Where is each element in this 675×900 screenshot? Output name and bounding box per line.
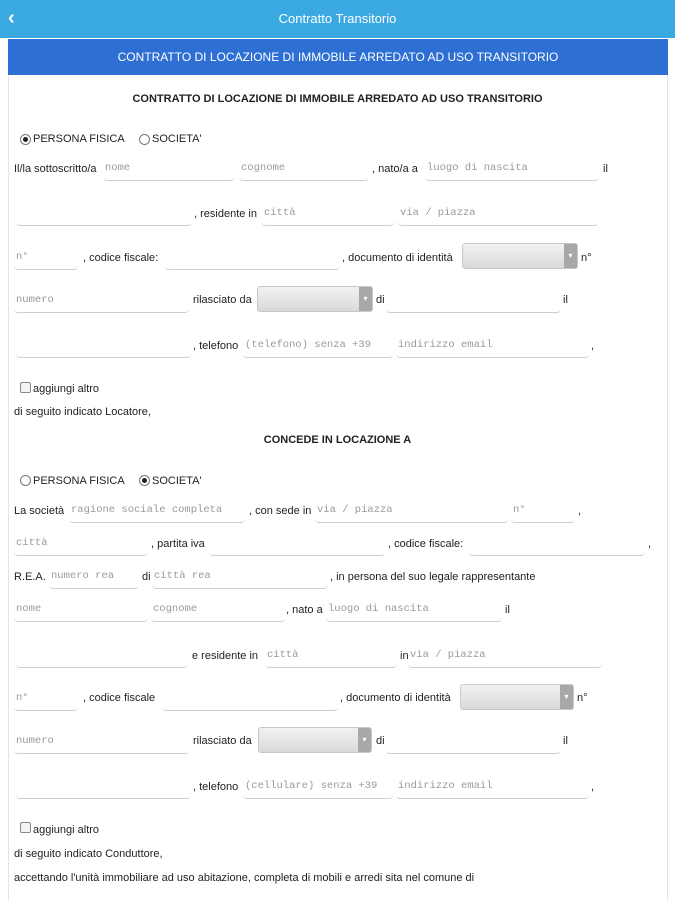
locatore-telefono-field[interactable] (243, 332, 393, 358)
label-comma-cf: , (648, 538, 652, 550)
conduttore-civico-field[interactable] (14, 685, 78, 711)
conduttore-radio-societa[interactable] (139, 475, 150, 486)
label-il: il (603, 163, 608, 175)
conduttore-ragione-sociale-field[interactable] (69, 497, 245, 523)
locatore-email-field[interactable] (396, 332, 589, 358)
conduttore-sede-civico-field[interactable] (511, 497, 575, 523)
conduttore-radio-persona-fisica[interactable] (20, 475, 31, 486)
label-il2: il (563, 294, 568, 306)
conduttore-data-rilascio-field[interactable] (16, 773, 191, 799)
conduttore-residente-via-field[interactable] (408, 642, 602, 668)
conduttore-rilasciato-select[interactable] (258, 727, 372, 753)
conduttore-rilasciato-di-field[interactable] (386, 728, 561, 754)
conduttore-aggiungi-checkbox[interactable] (20, 822, 31, 833)
locatore-radio-persona-fisica[interactable] (20, 134, 31, 145)
page-title: Contratto Transitorio (278, 11, 397, 26)
form-heading: CONTRATTO DI LOCAZIONE DI IMMOBILE ARREDATO AD USO TRANSITORIO (132, 93, 543, 105)
conduttore-data-nascita-field[interactable] (16, 642, 188, 668)
locatore-civico-field[interactable] (14, 244, 78, 270)
locatore-radio-persona-fisica-label: PERSONA FISICA (33, 133, 125, 145)
label-documento-cond: , documento di identità (340, 692, 451, 704)
label-in: in (400, 650, 409, 662)
conduttore-partita-iva-field[interactable] (209, 530, 385, 556)
locatore-data-rilascio-field[interactable] (16, 332, 191, 358)
label-rappresentante: , in persona del suo legale rappresentante (330, 571, 536, 583)
conduttore-sede-via-field[interactable] (315, 497, 508, 523)
label-comma-tel: , (591, 781, 595, 793)
conduttore-numero-documento-field[interactable] (14, 728, 189, 754)
label-n-cond: n° (577, 692, 588, 704)
accettando-text: accettando l'unità immobiliare ad uso abitazione, completa di mobili e arredi sita nel comune di (14, 872, 475, 884)
conduttore-citta-field[interactable] (14, 530, 148, 556)
locatore-rilasciato-select[interactable] (257, 286, 373, 312)
label-codice-fiscale-soc: , codice fiscale: (388, 538, 464, 550)
conduttore-documento-select[interactable] (460, 684, 574, 710)
conduttore-numero-rea-field[interactable] (49, 563, 139, 589)
label-residente: , residente in (194, 208, 257, 220)
locatore-cognome-field[interactable] (239, 155, 369, 181)
conduttore-radio-persona-fisica-label: PERSONA FISICA (33, 475, 125, 487)
locatore-data-nascita-field[interactable] (16, 200, 192, 226)
conduttore-nome-field[interactable] (14, 596, 148, 622)
label-codice-fiscale-cond: , codice fiscale (83, 692, 156, 704)
label-di-cond: di (376, 735, 385, 747)
conduttore-email-field[interactable] (396, 773, 589, 799)
label-rilasciato: rilasciato da (193, 294, 252, 306)
top-bar (0, 0, 675, 38)
label-di: di (376, 294, 385, 306)
locatore-radio-societa[interactable] (139, 134, 150, 145)
label-nato: , nato/a a (372, 163, 418, 175)
label-il-cond: il (505, 604, 510, 616)
label-rea: R.E.A. (14, 571, 46, 583)
back-chevron-icon[interactable]: ‹ (8, 7, 15, 29)
locatore-footer-text: di seguito indicato Locatore, (14, 406, 151, 418)
label-n: n° (581, 252, 592, 264)
locatore-luogo-nascita-field[interactable] (425, 155, 599, 181)
conduttore-cognome-field[interactable] (151, 596, 285, 622)
locatore-aggiungi-label: aggiungi altro (33, 383, 100, 395)
label-codice-fiscale: , codice fiscale: (83, 252, 159, 264)
label-comma-sede: , (578, 505, 582, 517)
conduttore-residente-citta-field[interactable] (265, 642, 397, 668)
label-societa: La società (14, 505, 65, 517)
dropdown-arrow-icon: ▾ (359, 287, 372, 311)
conduttore-cellulare-field[interactable] (243, 773, 393, 799)
locatore-rilasciato-di-field[interactable] (386, 287, 561, 313)
locatore-citta-field[interactable] (262, 200, 394, 226)
label-documento: , documento di identità (342, 252, 453, 264)
section-banner: CONTRATTO DI LOCAZIONE DI IMMOBILE ARREDATO AD USO TRANSITORIO (8, 39, 668, 75)
conduttore-luogo-nascita-field[interactable] (326, 596, 502, 622)
locatore-codice-fiscale-field[interactable] (165, 244, 340, 270)
label-nato-a: , nato a (286, 604, 323, 616)
dropdown-arrow-icon: ▾ (358, 728, 371, 752)
conduttore-radio-societa-label: SOCIETA' (152, 475, 202, 487)
locatore-numero-documento-field[interactable] (14, 287, 189, 313)
conduttore-aggiungi-label: aggiungi altro (33, 824, 100, 836)
label-comma: , (591, 340, 595, 352)
locatore-aggiungi-checkbox[interactable] (20, 382, 31, 393)
label-sede: , con sede in (249, 505, 312, 517)
label-di-rea: di (142, 571, 151, 583)
label-residente-cond: e residente in (192, 650, 259, 662)
concede-heading: CONCEDE IN LOCAZIONE A (263, 434, 412, 446)
locatore-nome-field[interactable] (103, 155, 234, 181)
label-partita-iva: , partita iva (151, 538, 205, 550)
locatore-documento-select[interactable] (462, 243, 578, 269)
conduttore-citta-rea-field[interactable] (152, 563, 328, 589)
dropdown-arrow-icon: ▾ (560, 685, 573, 709)
conduttore-codice-fiscale-soc-field[interactable] (469, 530, 645, 556)
locatore-via-field[interactable] (398, 200, 598, 226)
label-telefono-cond: , telefono (193, 781, 239, 793)
label-rilasciato-cond: rilasciato da (193, 735, 252, 747)
conduttore-footer-text: di seguito indicato Conduttore, (14, 848, 163, 860)
label-sottoscritto: Il/la sottoscritto/a (14, 163, 97, 175)
dropdown-arrow-icon: ▾ (564, 244, 577, 268)
label-telefono: , telefono (193, 340, 239, 352)
locatore-radio-societa-label: SOCIETA' (152, 133, 202, 145)
label-il2-cond: il (563, 735, 568, 747)
conduttore-codice-fiscale-field[interactable] (162, 685, 338, 711)
